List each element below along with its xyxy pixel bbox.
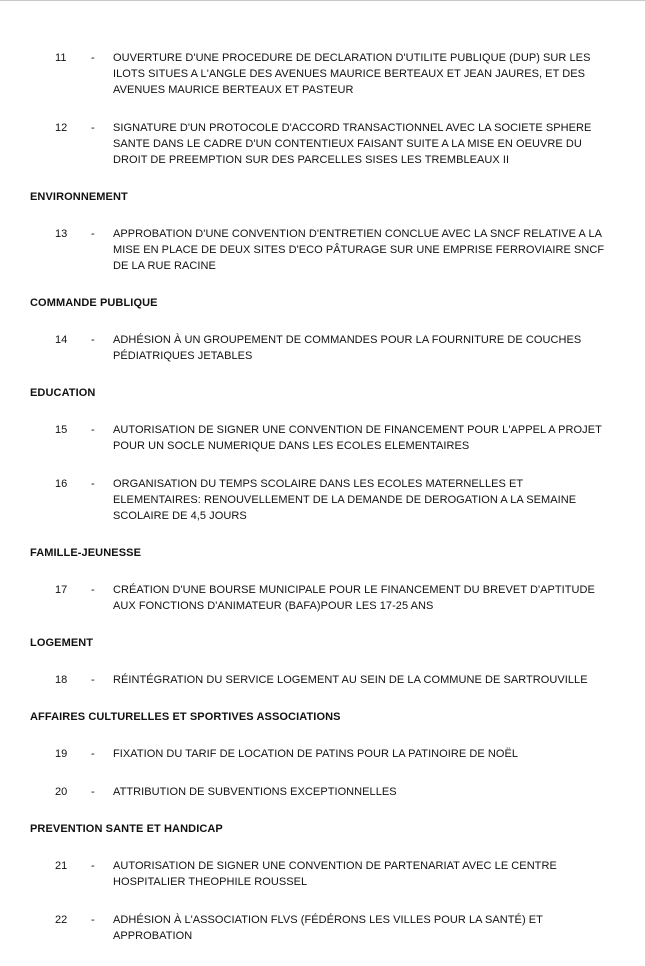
item-text: ADHÉSION À L'ASSOCIATION FLVS (FÉDÉRONS LES VILLES POUR LA SANTÉ) ET APPROBATION [113, 914, 543, 942]
item-number: 17 [55, 584, 68, 596]
item-number: 19 [55, 748, 68, 760]
item-dash: - [91, 914, 95, 926]
agenda-item [0, 912, 645, 944]
item-text: RÉINTÉGRATION DU SERVICE LOGEMENT AU SEIN DE LA COMMUNE DE SARTROUVILLE [113, 674, 588, 686]
item-number: 22 [55, 914, 68, 926]
agenda-item [0, 476, 645, 524]
agenda-item [0, 120, 645, 168]
item-dash: - [91, 860, 95, 872]
item-text: SIGNATURE D'UN PROTOCOLE D'ACCORD TRANSACTIONNEL AVEC LA SOCIETE SPHERE SANTE DANS LE CADRE D'UN CONTENTIEUX FAISANT SUITE A LA MISE EN OEUVRE DU DROIT DE PREEMPTION SUR DES PARCELLES SISES LES TREMBLEAUX II [113, 122, 592, 166]
item-dash: - [91, 748, 95, 760]
item-dash: - [91, 786, 95, 798]
item-number: 16 [55, 478, 68, 490]
item-number: 13 [55, 228, 68, 240]
section-heading: LOGEMENT [30, 637, 94, 649]
item-dash: - [91, 424, 95, 436]
item-text: FIXATION DU TARIF DE LOCATION DE PATINS POUR LA PATINOIRE DE NOËL [113, 748, 519, 760]
item-number: 14 [55, 334, 68, 346]
section-heading: AFFAIRES CULTURELLES ET SPORTIVES ASSOCIATIONS [30, 711, 341, 723]
agenda-list [0, 50, 645, 966]
item-number: 20 [55, 786, 68, 798]
agenda-item [0, 746, 645, 762]
item-text: CRÉATION D'UNE BOURSE MUNICIPALE POUR LE FINANCEMENT DU BREVET D'APTITUDE AUX FONCTIONS D'ANIMATEUR (BAFA)POUR LES 17-25 ANS [113, 584, 595, 612]
item-text: OUVERTURE D'UNE PROCEDURE DE DECLARATION D'UTILITE PUBLIQUE (DUP) SUR LES ILOTS SITUES A L'ANGLE DES AVENUES MAURICE BERTEAUX ET JEAN JAURES, ET DES AVENUES MAURICE BERTEAUX ET PASTEUR [113, 52, 591, 96]
section-heading: COMMANDE PUBLIQUE [30, 297, 158, 309]
item-text: ADHÉSION À UN GROUPEMENT DE COMMANDES POUR LA FOURNITURE DE COUCHES PÉDIATRIQUES JETABLES [113, 334, 582, 362]
item-text: AUTORISATION DE SIGNER UNE CONVENTION DE FINANCEMENT POUR L'APPEL A PROJET POUR UN SOCLE NUMERIQUE DANS LES ECOLES ELEMENTAIRES [113, 424, 602, 452]
top-divider [0, 0, 645, 1]
item-dash: - [91, 228, 95, 240]
agenda-item [0, 422, 645, 454]
item-number: 21 [55, 860, 68, 872]
section-heading: EDUCATION [30, 387, 96, 399]
item-dash: - [91, 52, 95, 64]
agenda-item [0, 582, 645, 614]
item-dash: - [91, 334, 95, 346]
agenda-item [0, 332, 645, 364]
item-text: ATTRIBUTION DE SUBVENTIONS EXCEPTIONNELLES [113, 786, 397, 798]
agenda-item [0, 858, 645, 890]
item-dash: - [91, 478, 95, 490]
item-number: 15 [55, 424, 68, 436]
section-heading: PREVENTION SANTE ET HANDICAP [30, 823, 223, 835]
item-number: 11 [55, 52, 67, 64]
agenda-item [0, 672, 645, 688]
agenda-item [0, 784, 645, 800]
item-dash: - [91, 584, 95, 596]
section-heading: ENVIRONNEMENT [30, 191, 128, 203]
item-text: AUTORISATION DE SIGNER UNE CONVENTION DE PARTENARIAT AVEC LE CENTRE HOSPITALIER THEOPHILE ROUSSEL [113, 860, 557, 888]
section-heading: FAMILLE-JEUNESSE [30, 547, 142, 559]
item-number: 18 [55, 674, 68, 686]
item-dash: - [91, 122, 95, 134]
item-dash: - [91, 674, 95, 686]
item-number: 12 [55, 122, 68, 134]
item-text: APPROBATION D'UNE CONVENTION D'ENTRETIEN CONCLUE AVEC LA SNCF RELATIVE A LA MISE EN PLACE DE DEUX SITES D'ECO PÂTURAGE SUR UNE EMPRISE FERROVIAIRE SNCF DE LA RUE RACINE [113, 228, 605, 272]
agenda-item [0, 50, 645, 98]
agenda-item [0, 226, 645, 274]
item-text: ORGANISATION DU TEMPS SCOLAIRE DANS LES ECOLES MATERNELLES ET ELEMENTAIRES: RENOUVELLEMENT DE LA DEMANDE DE DEROGATION A LA SEMAINE SCOLAIRE DE 4,5 JOURS [113, 478, 577, 522]
